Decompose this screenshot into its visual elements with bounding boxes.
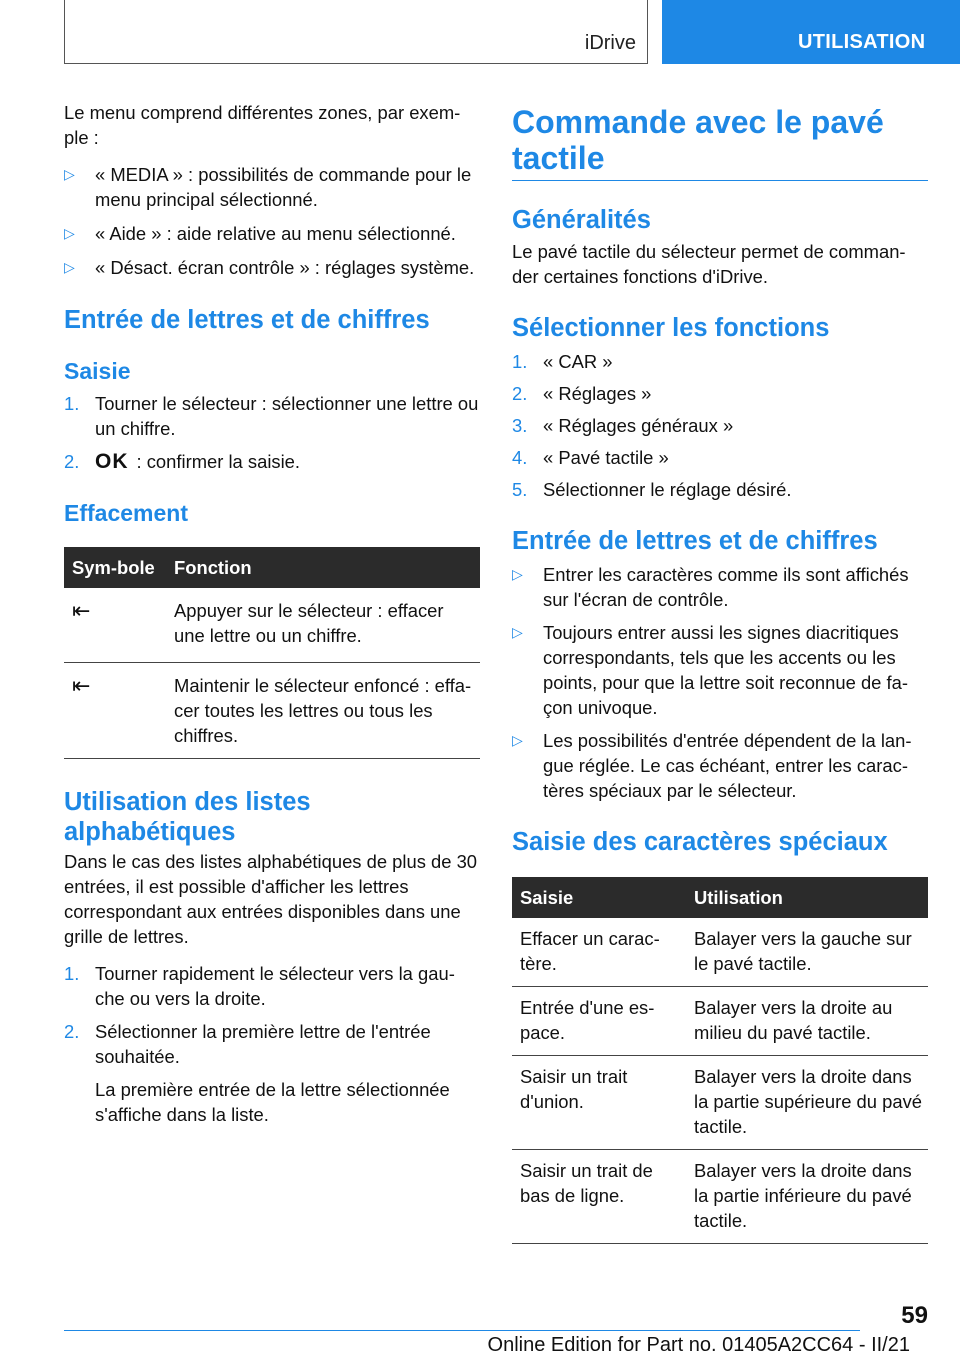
triangle-bullet-icon: ▷ [512,624,523,640]
table-row: Entrée d'une es-pace. Balayer vers la droite au milieu du pavé tactile. [512,987,928,1056]
special-chars-table [512,877,928,1244]
heading-effacement: Effacement [64,500,188,526]
list-item: ▷ Les possibilités d'entrée dépendent de la lan-gue réglée. Le cas échéant, entrer les carac-tères spéciaux par le sélecteur. [512,730,912,801]
list-item: 3. « Réglages généraux » [512,415,734,436]
triangle-bullet-icon: ▷ [64,225,75,241]
list-item: 2. OK : confirmer la saisie. [64,450,301,473]
list-item: 4. « Pavé tactile » [512,447,669,468]
triangle-bullet-icon: ▷ [64,259,75,275]
delete-all-arrow-icon: ⇤ [72,673,91,698]
table-row: Effacer un carac-tère. Balayer vers la gauche sur le pavé tactile. [512,918,928,987]
list-item: 5. Sélectionner le réglage désiré. [512,479,792,500]
saisie-steps [64,391,480,474]
select-steps [512,349,928,502]
list-item: 1. Tourner rapidement le sélecteur vers la gau-che ou vers la droite. [64,963,455,1009]
list-item: ▷ « MEDIA » : possibilités de commande pour le menu principal sélectionné. [64,164,472,210]
list-item: ▷ « Désact. écran contrôle » : réglages système. [64,257,475,278]
heading-general: Généralités [512,206,651,234]
heading-entry-right: Entrée de lettres et de chiffres [512,527,878,555]
table-row: ⇤ Maintenir le sélecteur enfoncé : effa-cer toutes les lettres ou tous les chiffres. [64,663,480,759]
heading-touchpad: Commande avec le pavé tactile [512,104,884,176]
header-chapter: UTILISATION [662,0,960,64]
table-header-use: Utilisation [688,877,928,918]
table-header-function: Fonction [168,547,480,588]
delete-arrow-icon: ⇤ [72,598,91,623]
effacement-table [64,547,480,759]
heading-entry: Entrée de lettres et de chiffres [64,306,430,334]
list-item: 1. « CAR » [512,351,613,372]
heading-special: Saisie des caractères spéciaux [512,828,888,856]
right-column [512,104,928,1244]
triangle-bullet-icon: ▷ [512,566,523,582]
menu-zone-list [64,162,480,280]
menu-intro: Le menu comprend différentes zones, par exem-ple : [64,102,461,148]
footer-edition: Online Edition for Part no. 01405A2CC64 - II/21 [487,1334,910,1356]
alpha-note: La première entrée de la lettre sélectionnée s'affiche dans la liste. [95,1079,450,1125]
table-header-symbol: Sym-bole [64,547,168,588]
list-item: ▷ « Aide » : aide relative au menu sélectionné. [64,223,456,244]
table-row: Saisir un trait d'union. Balayer vers la droite dans la partie supérieure du pavé tactile. [512,1056,928,1150]
table-row: Saisir un trait de bas de ligne. Balayer vers la droite dans la partie inférieure du pavé tactile. [512,1150,928,1244]
triangle-bullet-icon: ▷ [64,166,75,182]
alpha-text: Dans le cas des listes alphabétiques de plus de 30 entrées, il est possible d'afficher les lettres correspondant aux entrées disponibles dans une grille de lettres. [64,851,478,947]
list-item: 2. « Réglages » [512,383,652,404]
general-text: Le pavé tactile du sélecteur permet de comman-der certaines fonctions d'iDrive. [512,241,906,287]
ok-icon: OK [95,450,129,473]
page-number: 59 [901,1302,928,1329]
table-header-input: Saisie [512,877,688,918]
list-item: 2. Sélectionner la première lettre de l'entrée souhaitée. [64,1021,431,1067]
table-row: ⇤ Appuyer sur le sélecteur : effacer une lettre ou un chiffre. [64,588,480,663]
triangle-bullet-icon: ▷ [512,732,523,748]
heading-rule [512,180,928,181]
heading-alpha: Utilisation des listes alphabétiques [64,788,311,846]
header-section: iDrive [584,32,636,54]
list-item: ▷ Toujours entrer aussi les signes diacritiques correspondants, tels que les accents ou les points, pour que la lettre soit reconnue de fa-çon univoque. [512,622,908,718]
left-column [64,100,480,1127]
heading-select: Sélectionner les fonctions [512,314,830,342]
list-item: ▷ Entrer les caractères comme ils sont affichés sur l'écran de contrôle. [512,564,909,610]
heading-saisie: Saisie [64,358,131,384]
alpha-steps [64,961,480,1069]
list-item: 1. Tourner le sélecteur : sélectionner une lettre ou un chiffre. [64,393,479,439]
entry-list [512,562,928,803]
footer-rule [64,1330,860,1331]
